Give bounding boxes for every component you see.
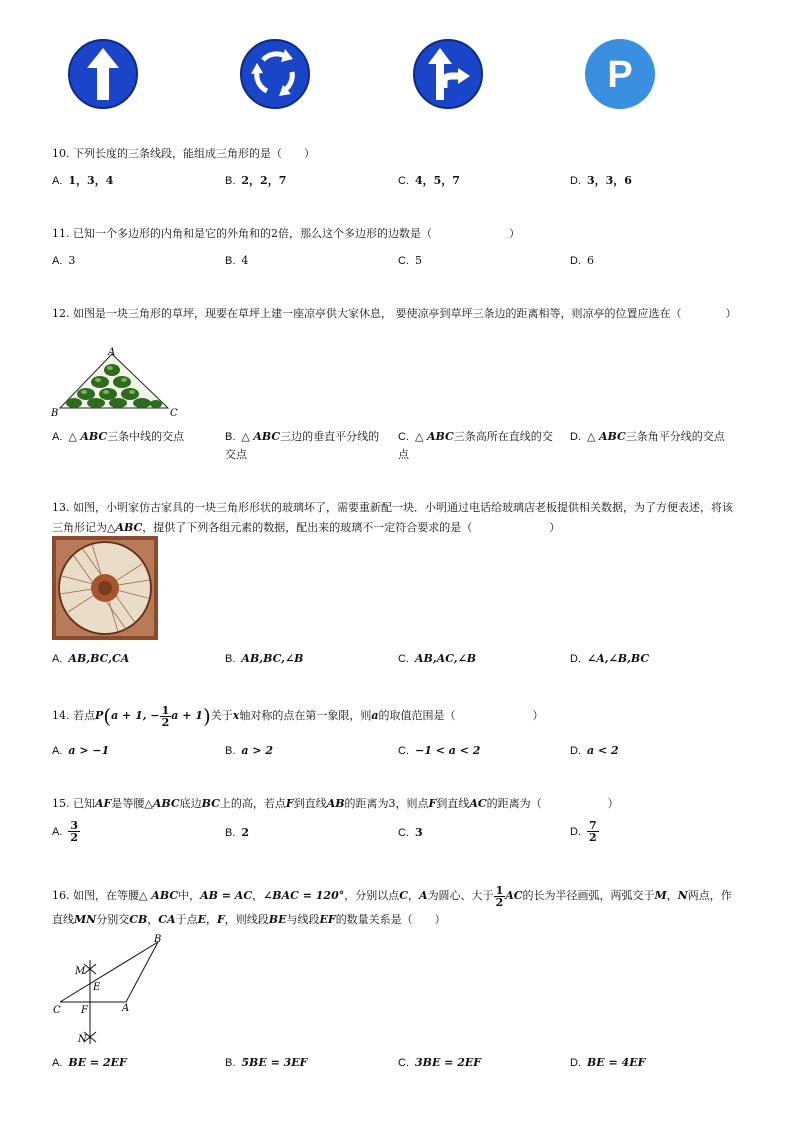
grass-triangle-figure: [50, 346, 182, 418]
fig-label-a: A: [122, 1003, 130, 1014]
sign-straight-or-right: [412, 38, 484, 110]
sign-roundabout: [239, 38, 311, 110]
q14-option-a[interactable]: A. a > −1: [52, 744, 110, 757]
q13-option-c[interactable]: C. AB,AC,∠B: [398, 652, 477, 665]
straight-or-right-sign-icon: [414, 40, 482, 108]
straight-arrow-sign-icon: [69, 40, 137, 108]
fig-label-f: F: [81, 1005, 88, 1016]
q13-option-b[interactable]: B. AB,BC,∠B: [225, 652, 304, 665]
q15-option-c[interactable]: C. 3: [398, 826, 423, 839]
question-15-stem: 15. 已知AF是等腰△ABC底边BC上的高，若点F到直线AB的距离为3，则点F到直线AC的距离为（ ）: [52, 797, 619, 810]
q16-option-d[interactable]: D. BE = 4EF: [570, 1056, 646, 1069]
q13-option-d[interactable]: D. ∠A,∠B,BC: [570, 652, 650, 665]
q12-option-b[interactable]: B. △ ABC三边的垂直平分线的交点: [225, 430, 380, 461]
fig-label-e: E: [93, 982, 101, 993]
fig-label-m: M: [75, 966, 86, 977]
parking-sign-icon: [585, 39, 655, 109]
question-10-stem: 10. 下列长度的三条线段，能组成三角形的是（ ）: [52, 147, 315, 160]
q14-fraction: $\frac{1}{2}$: [161, 703, 170, 729]
sign-straight: [67, 38, 139, 110]
q16-option-a[interactable]: A. BE = 2EF: [52, 1056, 127, 1069]
q12-option-a[interactable]: A. △ ABC三条中线的交点: [52, 430, 185, 443]
label-c: C: [170, 408, 178, 418]
q13-option-a[interactable]: A. AB,BC,CA: [52, 652, 130, 665]
q11-option-b[interactable]: B. 4: [225, 254, 249, 267]
q12-option-d[interactable]: D. △ ABC三条角平分线的交点: [570, 430, 725, 443]
triangle-construction-figure: [48, 932, 168, 1050]
label-b: B: [51, 408, 59, 418]
q10-option-b[interactable]: B. 2，2，7: [225, 174, 287, 187]
question-14-stem: 14. 若点P(a + 1, − $\frac{1}{2}$ a + 1)关于x轴对称的点在第一象限，则a的取值范围是（ ）: [52, 703, 544, 729]
q16-fraction: $\frac{1}{2}$: [495, 883, 504, 909]
fig-label-b: B: [154, 934, 162, 945]
q14-option-d[interactable]: D. a < 2: [570, 744, 619, 757]
q15-option-d[interactable]: D. $\frac{7}{2}$: [570, 819, 597, 844]
q12-option-c[interactable]: C. △ ABC三条高所在直线的交点: [398, 430, 553, 461]
sign-parking: [584, 38, 656, 110]
roundabout-sign-icon: [241, 40, 309, 108]
q11-option-a[interactable]: A. 3: [52, 254, 76, 267]
question-12-stem: 12. 如图是一块三角形的草坪，现要在草坪上建一座凉亭供大家休息， 要使凉亭到草坪三条边的距离相等，则凉亭的位置应选在（ ）: [52, 307, 737, 320]
fig-label-n: N: [78, 1034, 87, 1045]
question-11-stem: 11. 已知一个多边形的内角和是它的外角和的2倍，那么这个多边形的边数是（ ）: [52, 227, 520, 240]
q15-option-a[interactable]: A. $\frac{3}{2}$: [52, 819, 79, 844]
label-a: A: [108, 347, 116, 358]
q14-option-b[interactable]: B. a > 2: [225, 744, 274, 757]
q14-option-c[interactable]: C. −1 < a < 2: [398, 744, 481, 757]
parking-letter: P: [607, 54, 633, 96]
question-13-stem: 13. 如图，小明家仿古家具的一块三角形形状的玻璃坏了，需要重新配一块．小明通过电话给玻璃店老板提供相关数据，为了方便表述，将该三角形记为△ABC，提供了下列各组元素的数据，配出来的玻璃不一定符合要求的是（ ）: [52, 501, 733, 534]
question-16-stem: 16. 如图，在等腰△ ABC中，AB = AC，∠BAC = 120°，分别以点C，A为圆心、大于 $\frac{1}{2}$ AC的长为半径画弧，两弧交于M，N两点，作直线MN分别交CB，CA于点E，F，则线段BE与线段EF的数量关系是（ ）: [52, 883, 732, 926]
glass-tile-figure: [52, 536, 158, 640]
fig-label-c: C: [53, 1005, 61, 1016]
q16-option-c[interactable]: C. 3BE = 2EF: [398, 1056, 482, 1069]
q10-option-c[interactable]: C. 4，5，7: [398, 174, 460, 187]
q15-option-b[interactable]: B. 2: [225, 826, 250, 839]
q10-option-a[interactable]: A. 1，3，4: [52, 174, 114, 187]
q16-option-b[interactable]: B. 5BE = 3EF: [225, 1056, 308, 1069]
q11-option-c[interactable]: C. 5: [398, 254, 422, 267]
q10-option-d[interactable]: D. 3，3，6: [570, 174, 632, 187]
q11-option-d[interactable]: D. 6: [570, 254, 594, 267]
